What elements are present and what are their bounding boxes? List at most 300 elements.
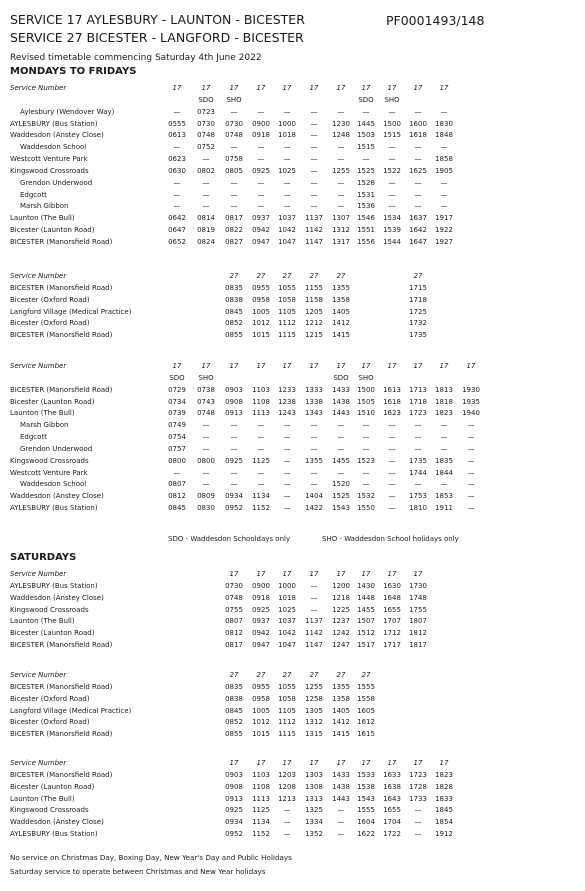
departure-time: 1643: [383, 794, 401, 803]
departure-time: 0817: [225, 641, 243, 650]
departure-time: 1515: [357, 143, 375, 152]
departure-time: 1854: [435, 818, 453, 827]
departure-time: 0822: [225, 226, 243, 235]
stop-name: Grendon Underwood: [20, 444, 93, 453]
stop-name: BICESTER (Manorsfield Road): [10, 730, 113, 739]
mondays-to-fridays-heading: MONDAYS TO FRIDAYS: [10, 66, 137, 77]
service-number-label: Service Number: [10, 759, 67, 767]
departure-time: 0748: [197, 409, 215, 418]
departure-time: —: [310, 433, 318, 442]
timetable-row: [0, 782, 585, 794]
stop-name: Edgcott: [20, 433, 47, 442]
departure-time: 1247: [332, 641, 350, 650]
stop-name: BICESTER (Manorsfield Road): [10, 641, 113, 650]
departure-time: —: [414, 818, 422, 827]
departure-time: 1525: [357, 166, 375, 175]
departure-time: 0845: [225, 307, 243, 316]
stop-name: Bicester (Oxford Road): [10, 718, 90, 727]
departure-time: —: [337, 202, 345, 211]
departure-time: 1134: [252, 492, 270, 501]
service-number-cell: 17: [336, 570, 346, 578]
timetable-row: [0, 616, 585, 628]
departure-time: 1642: [409, 226, 427, 235]
departure-time: 1723: [409, 770, 427, 779]
departure-time: 1630: [383, 581, 401, 590]
departure-time: 1108: [252, 397, 270, 406]
service-number-cell: 27: [309, 272, 319, 280]
timetable-row: [0, 307, 585, 319]
day-restriction-cell: SHO: [358, 373, 374, 382]
timetable-row: [0, 640, 585, 652]
departure-time: 0855: [225, 730, 243, 739]
timetable-row: [0, 829, 585, 841]
departure-time: —: [467, 433, 475, 442]
departure-time: 1105: [278, 307, 296, 316]
timetable-row: [0, 817, 585, 829]
stop-name: AYLESBURY (Bus Station): [10, 119, 98, 128]
service-number-cell: 17: [336, 362, 346, 370]
sho-footnote: SHO - Waddesdon School holidays only: [322, 535, 459, 543]
departure-time: 1507: [357, 617, 375, 626]
departure-time: 1012: [252, 319, 270, 328]
departure-time: 1735: [409, 331, 427, 340]
departure-time: 1213: [278, 794, 296, 803]
departure-time: 1205: [305, 307, 323, 316]
departure-time: —: [310, 480, 318, 489]
departure-time: 1218: [332, 593, 350, 602]
timetable-row: [0, 770, 585, 782]
departure-time: 1515: [383, 131, 401, 140]
departure-time: —: [362, 480, 370, 489]
departure-time: —: [440, 107, 448, 116]
departure-time: 1438: [332, 782, 350, 791]
departure-time: —: [283, 202, 291, 211]
departure-time: 1158: [305, 295, 323, 304]
departure-time: —: [440, 480, 448, 489]
departure-time: —: [467, 480, 475, 489]
departure-time: 1536: [357, 202, 375, 211]
departure-time: 0855: [225, 331, 243, 340]
service-number-cell: 27: [256, 671, 266, 679]
departure-time: —: [310, 593, 318, 602]
departure-time: 1137: [305, 617, 323, 626]
departure-time: —: [388, 143, 396, 152]
departure-time: 1155: [305, 283, 323, 292]
departure-time: 0937: [252, 617, 270, 626]
departure-time: 1637: [409, 214, 427, 223]
departure-time: —: [173, 107, 181, 116]
departure-time: 1303: [305, 770, 323, 779]
departure-time: 0752: [197, 143, 215, 152]
departure-time: 1317: [332, 237, 350, 246]
departure-time: 1115: [278, 730, 296, 739]
departure-time: 0952: [225, 504, 243, 513]
departure-time: —: [388, 468, 396, 477]
service-number-cell: 17: [201, 84, 211, 92]
departure-time: —: [283, 468, 291, 477]
departure-time: 1812: [409, 629, 427, 638]
departure-time: —: [310, 131, 318, 140]
timetable-row: [0, 479, 585, 491]
departure-time: 1242: [332, 629, 350, 638]
departure-time: —: [414, 421, 422, 430]
departure-time: —: [337, 143, 345, 152]
departure-time: 1307: [332, 214, 350, 223]
timetable-row: [0, 142, 585, 154]
departure-time: 1243: [278, 409, 296, 418]
mf-service-27-table: [0, 271, 585, 342]
departure-time: 0830: [197, 504, 215, 513]
departure-time: 0743: [197, 397, 215, 406]
departure-time: 1405: [332, 706, 350, 715]
departure-time: —: [310, 155, 318, 164]
departure-time: —: [230, 433, 238, 442]
service-number-cell: 17: [361, 84, 371, 92]
day-restriction-cell: SHO: [198, 373, 214, 382]
service-number-cell: 17: [361, 362, 371, 370]
departure-time: 1113: [252, 794, 270, 803]
departure-time: 0958: [252, 295, 270, 304]
departure-time: 1355: [332, 283, 350, 292]
departure-time: —: [414, 444, 422, 453]
departure-time: 1618: [383, 397, 401, 406]
stop-name: Bicester (Launton Road): [10, 397, 95, 406]
service-number-cell: 27: [282, 272, 292, 280]
departure-time: 1735: [409, 456, 427, 465]
service-number-cell: 17: [282, 362, 292, 370]
service-number-cell: 17: [361, 759, 371, 767]
departure-time: 1047: [278, 641, 296, 650]
departure-time: 1623: [383, 409, 401, 418]
departure-time: —: [388, 155, 396, 164]
departure-time: 1152: [252, 504, 270, 513]
service-number-cell: 17: [309, 84, 319, 92]
departure-time: —: [414, 480, 422, 489]
departure-time: 0814: [197, 214, 215, 223]
departure-time: 1200: [332, 581, 350, 590]
departure-time: 0757: [168, 444, 186, 453]
departure-time: 1835: [435, 456, 453, 465]
service-number-cell: 17: [336, 759, 346, 767]
departure-time: —: [202, 468, 210, 477]
service-number-cell: 17: [336, 84, 346, 92]
service-number-cell: 27: [309, 671, 319, 679]
timetable-row: [0, 729, 585, 741]
departure-time: 0749: [168, 421, 186, 430]
stop-name: Waddesdon (Anstey Close): [10, 593, 104, 602]
departure-time: —: [440, 178, 448, 187]
departure-time: 1438: [332, 397, 350, 406]
departure-time: —: [310, 178, 318, 187]
departure-time: —: [337, 190, 345, 199]
departure-time: 1748: [409, 593, 427, 602]
departure-time: 1550: [357, 504, 375, 513]
timetable-row: [0, 373, 585, 385]
departure-time: 1730: [409, 581, 427, 590]
sat-service-27-table: [0, 670, 585, 741]
departure-time: 0925: [252, 605, 270, 614]
departure-time: 1722: [383, 830, 401, 839]
stop-name: Kingswood Crossroads: [10, 166, 89, 175]
departure-time: —: [310, 468, 318, 477]
timetable-row: [0, 225, 585, 237]
departure-time: 1015: [252, 730, 270, 739]
departure-time: 1723: [409, 409, 427, 418]
departure-time: 0807: [168, 480, 186, 489]
departure-time: 0955: [252, 283, 270, 292]
departure-time: 0947: [252, 237, 270, 246]
departure-time: —: [310, 202, 318, 211]
departure-time: 1212: [305, 319, 323, 328]
departure-time: 1018: [278, 131, 296, 140]
departure-time: 1655: [383, 806, 401, 815]
departure-time: 1503: [357, 131, 375, 140]
timetable-row: [0, 213, 585, 225]
departure-time: —: [230, 444, 238, 453]
departure-time: 0730: [225, 119, 243, 128]
departure-time: 1208: [278, 782, 296, 791]
departure-time: 0800: [197, 456, 215, 465]
departure-time: —: [257, 444, 265, 453]
departure-time: —: [283, 504, 291, 513]
departure-time: —: [467, 444, 475, 453]
stop-name: Langford Village (Medical Practice): [10, 706, 132, 715]
departure-time: 0937: [252, 214, 270, 223]
departure-time: —: [230, 190, 238, 199]
timetable-row: [0, 491, 585, 503]
departure-time: 1058: [278, 694, 296, 703]
departure-time: —: [414, 155, 422, 164]
departure-time: 0958: [252, 694, 270, 703]
departure-time: —: [230, 468, 238, 477]
departure-time: 0819: [197, 226, 215, 235]
departure-time: —: [202, 433, 210, 442]
departure-time: 1718: [409, 397, 427, 406]
departure-time: —: [283, 830, 291, 839]
departure-time: —: [467, 504, 475, 513]
stop-name: Waddesdon (Anstey Close): [10, 131, 104, 140]
departure-time: 0903: [225, 385, 243, 394]
departure-time: 1142: [305, 629, 323, 638]
departure-time: 0903: [225, 770, 243, 779]
departure-time: 1103: [252, 770, 270, 779]
departure-time: 1255: [305, 682, 323, 691]
departure-time: —: [283, 456, 291, 465]
departure-time: —: [414, 806, 422, 815]
service-number-cell: 17: [256, 570, 266, 578]
departure-time: 0623: [168, 155, 186, 164]
departure-time: 1728: [409, 782, 427, 791]
departure-time: —: [257, 468, 265, 477]
departure-time: 1237: [332, 617, 350, 626]
departure-time: 1343: [305, 409, 323, 418]
timetable-row: [0, 95, 585, 107]
stop-name: BICESTER (Manorsfield Road): [10, 283, 113, 292]
stop-name: Bicester (Launton Road): [10, 782, 95, 791]
departure-time: 1103: [252, 385, 270, 394]
service-number-cell: 17: [413, 362, 423, 370]
departure-time: —: [337, 433, 345, 442]
departure-time: 1433: [332, 385, 350, 394]
stop-name: Aylesbury (Wendover Way): [20, 107, 115, 116]
departure-time: —: [310, 190, 318, 199]
departure-time: —: [388, 444, 396, 453]
departure-time: 1333: [305, 385, 323, 394]
service-27-title: SERVICE 27 BICESTER - LANGFORD - BICESTER: [10, 30, 304, 45]
stop-name: Bicester (Oxford Road): [10, 295, 90, 304]
departure-time: —: [283, 178, 291, 187]
departure-time: 1037: [278, 214, 296, 223]
departure-time: 1355: [332, 682, 350, 691]
departure-time: 0642: [168, 214, 186, 223]
departure-time: 1055: [278, 682, 296, 691]
departure-time: 1012: [252, 718, 270, 727]
service-number-cell: 17: [309, 362, 319, 370]
departure-time: 0900: [252, 119, 270, 128]
service-number-cell: 17: [361, 570, 371, 578]
departure-time: 0947: [252, 641, 270, 650]
departure-time: 1455: [357, 605, 375, 614]
service-number-cell: 17: [439, 759, 449, 767]
service-number-label: Service Number: [10, 272, 67, 280]
departure-time: —: [388, 107, 396, 116]
departure-time: 1113: [252, 409, 270, 418]
stop-name: Waddesdon (Anstey Close): [10, 492, 104, 501]
departure-time: 1625: [409, 166, 427, 175]
departure-time: 1523: [357, 456, 375, 465]
timetable-row: [0, 794, 585, 806]
departure-time: 1744: [409, 468, 427, 477]
timetable-row: [0, 758, 585, 770]
departure-time: 1927: [435, 237, 453, 246]
timetable-row: [0, 670, 585, 682]
departure-time: —: [467, 456, 475, 465]
departure-time: 1443: [332, 409, 350, 418]
service-number-label: Service Number: [10, 671, 67, 679]
service-number-cell: 27: [256, 272, 266, 280]
day-restriction-cell: SDO: [358, 95, 374, 104]
departure-time: 1000: [278, 119, 296, 128]
departure-time: —: [337, 468, 345, 477]
service-number-cell: 17: [229, 362, 239, 370]
timetable-row: [0, 432, 585, 444]
departure-time: 1638: [383, 782, 401, 791]
departure-time: 0723: [197, 107, 215, 116]
departure-time: 1713: [409, 385, 427, 394]
timetable-row: [0, 190, 585, 202]
stop-name: Bicester (Launton Road): [10, 226, 95, 235]
departure-time: 1517: [357, 641, 375, 650]
stop-name: BICESTER (Manorsfield Road): [10, 770, 113, 779]
departure-time: 1125: [252, 456, 270, 465]
departure-time: —: [310, 166, 318, 175]
departure-time: 1823: [435, 409, 453, 418]
departure-time: —: [283, 107, 291, 116]
departure-time: —: [173, 178, 181, 187]
departure-time: 0952: [225, 830, 243, 839]
departure-time: 1037: [278, 617, 296, 626]
departure-time: 1058: [278, 295, 296, 304]
departure-time: 1655: [383, 605, 401, 614]
service-number-cell: 17: [309, 759, 319, 767]
departure-time: 0809: [197, 492, 215, 501]
departure-time: —: [440, 143, 448, 152]
stop-name: Launton (The Bull): [10, 617, 75, 626]
departure-time: 1443: [332, 794, 350, 803]
timetable-row: [0, 682, 585, 694]
departure-time: 0934: [225, 492, 243, 501]
departure-time: 1532: [357, 492, 375, 501]
timetable-row: [0, 130, 585, 142]
departure-time: —: [337, 107, 345, 116]
stop-name: Launton (The Bull): [10, 409, 75, 418]
departure-time: 1633: [383, 770, 401, 779]
service-number-cell: 17: [282, 759, 292, 767]
departure-time: 1704: [383, 818, 401, 827]
departure-time: —: [337, 830, 345, 839]
departure-time: 1845: [435, 806, 453, 815]
departure-time: 1828: [435, 782, 453, 791]
departure-time: 1455: [332, 456, 350, 465]
departure-time: —: [283, 492, 291, 501]
stop-name: Bicester (Oxford Road): [10, 694, 90, 703]
departure-time: —: [388, 456, 396, 465]
departure-time: 1725: [409, 307, 427, 316]
departure-time: 1422: [305, 504, 323, 513]
timetable-row: [0, 166, 585, 178]
departure-time: 1505: [357, 397, 375, 406]
departure-time: —: [388, 178, 396, 187]
timetable-row: [0, 694, 585, 706]
departure-time: —: [283, 480, 291, 489]
departure-time: —: [173, 202, 181, 211]
departure-time: —: [414, 190, 422, 199]
departure-time: —: [283, 190, 291, 199]
departure-time: 0852: [225, 319, 243, 328]
departure-time: 1648: [383, 593, 401, 602]
departure-time: 1015: [252, 331, 270, 340]
day-restriction-cell: SDO: [169, 373, 185, 382]
departure-time: 1538: [357, 782, 375, 791]
stop-name: Marsh Gibbon: [20, 421, 69, 430]
departure-time: 0802: [197, 166, 215, 175]
departure-time: —: [283, 421, 291, 430]
departure-time: —: [414, 202, 422, 211]
departure-time: 1134: [252, 818, 270, 827]
departure-time: 1355: [305, 456, 323, 465]
departure-time: 1647: [409, 237, 427, 246]
departure-time: 1018: [278, 593, 296, 602]
departure-time: 1848: [435, 131, 453, 140]
stop-name: Bicester (Oxford Road): [10, 319, 90, 328]
departure-time: 1312: [305, 718, 323, 727]
stop-name: Edgcott: [20, 190, 47, 199]
timetable-row: [0, 83, 585, 95]
day-restriction-cell: SHO: [226, 95, 242, 104]
mf-service-17-to-aylesbury-table: [0, 361, 585, 515]
departure-time: —: [202, 190, 210, 199]
departure-time: 0824: [197, 237, 215, 246]
public-holiday-note: No service on Christmas Day, Boxing Day, New Year's Day and Public Holidays: [10, 853, 292, 862]
departure-time: 1025: [278, 605, 296, 614]
departure-time: 1830: [435, 119, 453, 128]
departure-time: 0925: [252, 166, 270, 175]
departure-time: 0800: [168, 456, 186, 465]
sat-service-17-to-bicester-table: [0, 569, 585, 652]
departure-time: —: [467, 421, 475, 430]
departure-time: 1000: [278, 581, 296, 590]
timetable-row: [0, 178, 585, 190]
